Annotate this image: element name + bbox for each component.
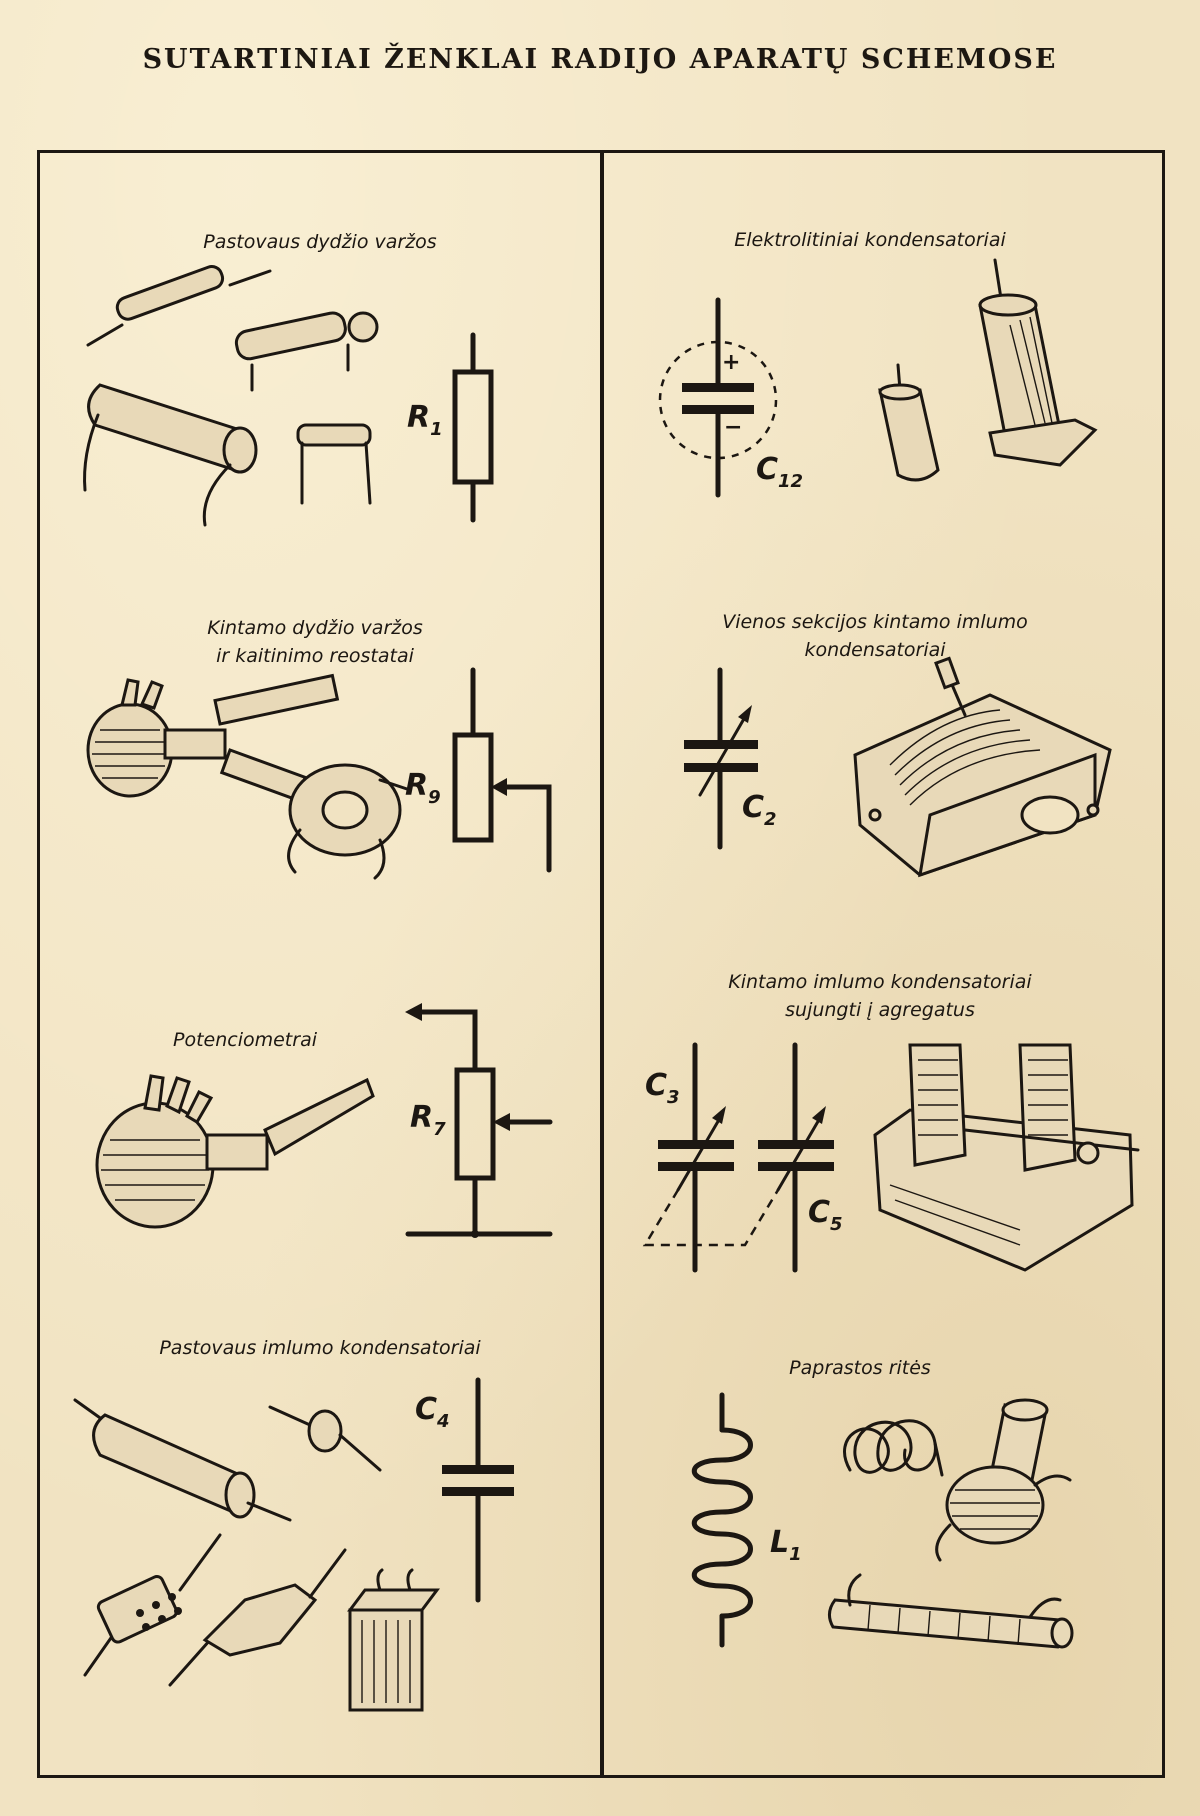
capacitor-symbol-c4 bbox=[440, 1375, 520, 1610]
column-divider bbox=[600, 150, 604, 1778]
minus-sign: − bbox=[724, 415, 743, 440]
caption-fixed-capacitors: Pastovaus imlumo kondensatoriai bbox=[159, 1337, 481, 1359]
electrolytic-capacitors-illustration bbox=[860, 255, 1100, 495]
label-c3: $C_3$ bbox=[645, 1068, 680, 1108]
label-c12: $C_{12}$ bbox=[756, 452, 804, 492]
label-r9: $R_9$ bbox=[405, 768, 441, 808]
caption-variable-resistors: Kintamo dydžio varžos ir kaitinimo reostatai bbox=[207, 617, 423, 667]
rheostat-symbol-r9 bbox=[445, 665, 565, 880]
caption-ganged-capacitors: Kintamo imlumo kondensatoriai sujungti į agregatus bbox=[728, 971, 1032, 1021]
ganged-capacitor-illustration bbox=[870, 1035, 1140, 1275]
page-title: SUTARTINIAI ŽENKLAI RADIJO APARATŲ SCHEMOSE bbox=[142, 44, 1058, 75]
fixed-capacitors-illustration bbox=[70, 1385, 430, 1715]
coils-illustration bbox=[830, 1395, 1120, 1675]
potentiometer-illustration bbox=[95, 1070, 375, 1240]
single-variable-capacitor-illustration bbox=[850, 655, 1120, 885]
rheostat-illustration bbox=[80, 680, 410, 890]
plus-sign: + bbox=[722, 350, 741, 375]
label-r1: $R_1$ bbox=[407, 400, 443, 440]
caption-fixed-resistors: Pastovaus dydžio varžos bbox=[203, 231, 437, 253]
label-c5: $C_5$ bbox=[808, 1195, 843, 1235]
caption-single-variable-capacitors: Vienos sekcijos kintamo imlumo kondensatoriai bbox=[722, 611, 1028, 661]
resistor-symbol-r1 bbox=[440, 330, 500, 530]
label-r7: $R_7$ bbox=[410, 1100, 446, 1140]
caption-potentiometers: Potenciometrai bbox=[173, 1029, 317, 1051]
caption-simple-coils: Paprastos ritės bbox=[789, 1357, 931, 1379]
label-c4: $C_4$ bbox=[415, 1392, 450, 1432]
fixed-resistors-illustration bbox=[80, 265, 400, 525]
caption-electrolytic-capacitors: Elektrolitiniai kondensatoriai bbox=[734, 229, 1006, 251]
label-c2: $C_2$ bbox=[742, 790, 777, 830]
inductor-symbol-l1 bbox=[690, 1390, 780, 1650]
label-l1: $L_1$ bbox=[770, 1525, 802, 1565]
